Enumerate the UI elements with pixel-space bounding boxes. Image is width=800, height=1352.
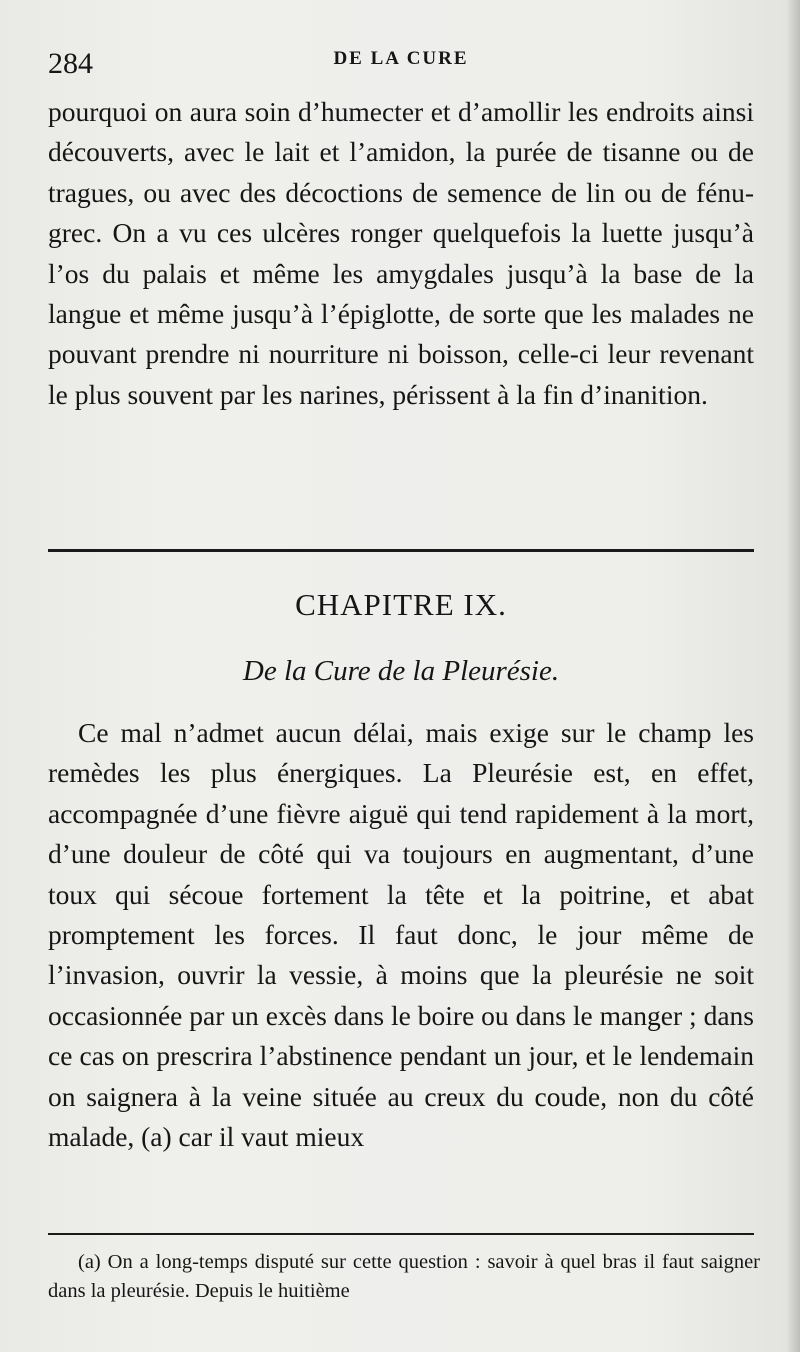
page-header — [48, 44, 754, 84]
chapter-subtitle: De la Cure de la Pleurésie. — [242, 655, 560, 687]
continuation-paragraph: pourquoi on aura soin d’humecter et d’amollir les endroits ainsi découverts, avec le lait et l’amidon, la purée de tisanne ou de tragues, ou avec des décoctions de semence de lin ou de fénu-grec. On a vu ces ulcères ronger quelquefois la luette jusqu’à l’os du palais et même les amygdales jusqu’à la base de la langue et même jusqu’à l’épiglotte, de sorte que les malades ne pouvant prendre ni nourriture ni boisson, celle-ci leur revenant le plus souvent par les narines, périssent à la fin d’inanition. — [48, 96, 754, 410]
footnote: (a) On a long-temps disputé sur cette question : savoir à quel bras il faut saigner dans la pleurésie. Depuis le huitième — [48, 1251, 760, 1302]
running-head: DE LA CURE — [333, 48, 469, 69]
footnote-divider-rule — [48, 1233, 754, 1235]
page-number: 284 — [48, 47, 93, 80]
chapter-title: CHAPITRE IX. — [295, 587, 507, 622]
chapter-divider-rule — [48, 549, 754, 552]
page-gutter-shadow — [786, 0, 800, 1352]
chapter-paragraph: Ce mal n’admet aucun délai, mais exige sur le champ les remèdes les plus énergiques. La Pleurésie est, en effet, accompagnée d’une fièvre aiguë qui tend rapidement à la mort, d’une douleur de côté qui va toujours en augmentant, d’une toux qui sécoue fortement la tête et la poitrine, et abat promptement les forces. Il faut donc, le jour même de l’invasion, ouvrir la vessie, à moins que la pleurésie ne soit occasionnée par un excès dans le boire ou dans le manger ; dans ce cas on prescrira l’abstinence pendant un jour, et le lendemain on saignera à la veine située au creux du coude, non du côté malade, (a) car il vaut mieux — [48, 717, 754, 1153]
